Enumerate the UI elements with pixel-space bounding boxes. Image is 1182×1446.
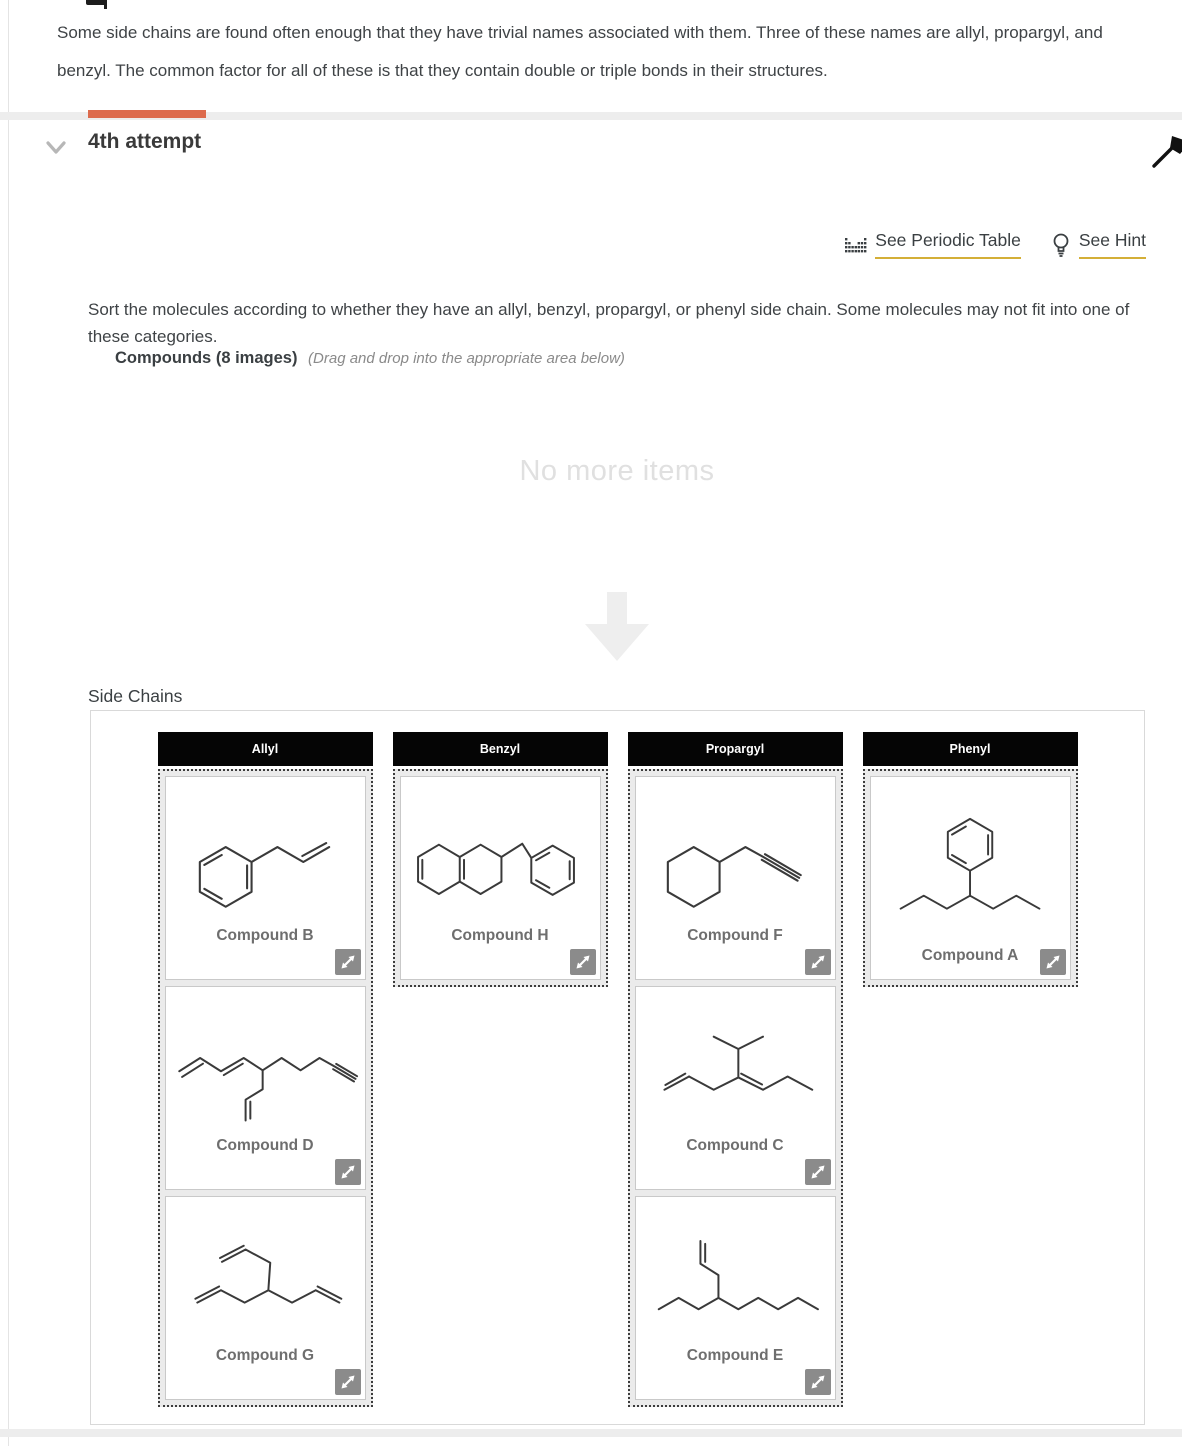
molecule-structure-d <box>166 993 365 1141</box>
molecule-structure-b <box>166 783 365 931</box>
drop-direction-arrow-icon <box>579 592 655 662</box>
compound-card-f[interactable] <box>635 776 836 980</box>
dropzone-allyl[interactable] <box>158 769 373 1407</box>
side-chains-container <box>90 710 1145 1425</box>
compounds-count-label: Compounds (8 images) <box>115 349 298 367</box>
compounds-line <box>115 349 625 368</box>
expand-icon[interactable] <box>1040 949 1066 975</box>
molecule-structure-c <box>636 993 835 1141</box>
column-header-allyl: Allyl <box>158 732 373 766</box>
compound-card-g[interactable] <box>165 1196 366 1400</box>
compound-name: Compound D <box>216 1137 314 1154</box>
lightbulb-icon <box>1051 232 1071 258</box>
expand-icon[interactable] <box>805 1369 831 1395</box>
dropzone-phenyl[interactable] <box>863 769 1078 987</box>
dropzone-benzyl[interactable] <box>393 769 608 987</box>
compound-name: Compound B <box>216 927 314 944</box>
compound-name: Compound H <box>451 927 549 944</box>
molecule-structure-a <box>871 781 1070 941</box>
pin-icon[interactable] <box>1150 126 1182 172</box>
periodic-table-icon <box>845 234 867 256</box>
molecule-structure-f <box>636 783 835 931</box>
see-hint-link[interactable] <box>1051 230 1146 259</box>
compound-card-c[interactable] <box>635 986 836 1190</box>
column-allyl <box>158 732 373 1407</box>
expand-icon[interactable] <box>335 1369 361 1395</box>
expand-icon[interactable] <box>805 949 831 975</box>
compound-name: Compound A <box>921 947 1019 964</box>
compound-card-b[interactable] <box>165 776 366 980</box>
molecule-structure-e <box>636 1203 835 1351</box>
see-periodic-table-link[interactable] <box>845 230 1021 259</box>
column-header-benzyl: Benzyl <box>393 732 608 766</box>
molecule-structure-g <box>166 1203 365 1351</box>
compound-name: Compound F <box>687 927 783 944</box>
bottom-section-divider <box>0 1429 1182 1437</box>
compound-name: Compound E <box>686 1347 784 1364</box>
compound-bank-dropzone[interactable] <box>88 420 1146 680</box>
clipped-heading-fragment <box>86 0 106 5</box>
accent-progress-bar <box>88 110 206 118</box>
compound-name: Compound C <box>686 1137 784 1154</box>
attempt-title: 4th attempt <box>88 130 202 153</box>
expand-icon[interactable] <box>805 1159 831 1185</box>
compound-card-e[interactable] <box>635 1196 836 1400</box>
expand-icon[interactable] <box>335 1159 361 1185</box>
side-chain-columns <box>91 732 1144 1407</box>
column-propargyl <box>628 732 843 1407</box>
see-periodic-table-label[interactable]: See Periodic Table <box>875 230 1021 259</box>
panel-left-border <box>8 0 9 1446</box>
dropzone-propargyl[interactable] <box>628 769 843 1407</box>
bank-empty-text: No more items <box>519 455 715 487</box>
column-phenyl <box>863 732 1078 1407</box>
compound-name: Compound G <box>215 1347 315 1364</box>
intro-paragraph: Some side chains are found often enough that they have trivial names associated with them. Three of these names are allyl, propargyl, and benzyl. The common factor for all of these is that they contain double or triple bonds in their structures. <box>57 23 1103 80</box>
side-chains-heading: Side Chains <box>88 686 183 706</box>
attempt-header <box>40 130 1140 166</box>
expand-icon[interactable] <box>570 949 596 975</box>
help-links <box>845 230 1146 259</box>
column-header-propargyl: Propargyl <box>628 732 843 766</box>
compound-card-h[interactable] <box>400 776 601 980</box>
see-hint-label[interactable]: See Hint <box>1079 230 1146 259</box>
expand-icon[interactable] <box>335 949 361 975</box>
sort-instructions: Sort the molecules according to whether they have an allyl, benzyl, propargyl, or phenyl side chain. Some molecules may not fit into one of these categories. <box>88 300 1130 346</box>
compound-card-a[interactable] <box>870 776 1071 980</box>
drag-drop-note: (Drag and drop into the appropriate area below) <box>308 350 625 367</box>
chevron-down-icon[interactable] <box>44 138 68 158</box>
column-benzyl <box>393 732 608 1407</box>
column-header-phenyl: Phenyl <box>863 732 1078 766</box>
compound-card-d[interactable] <box>165 986 366 1190</box>
molecule-structure-h <box>401 783 600 931</box>
